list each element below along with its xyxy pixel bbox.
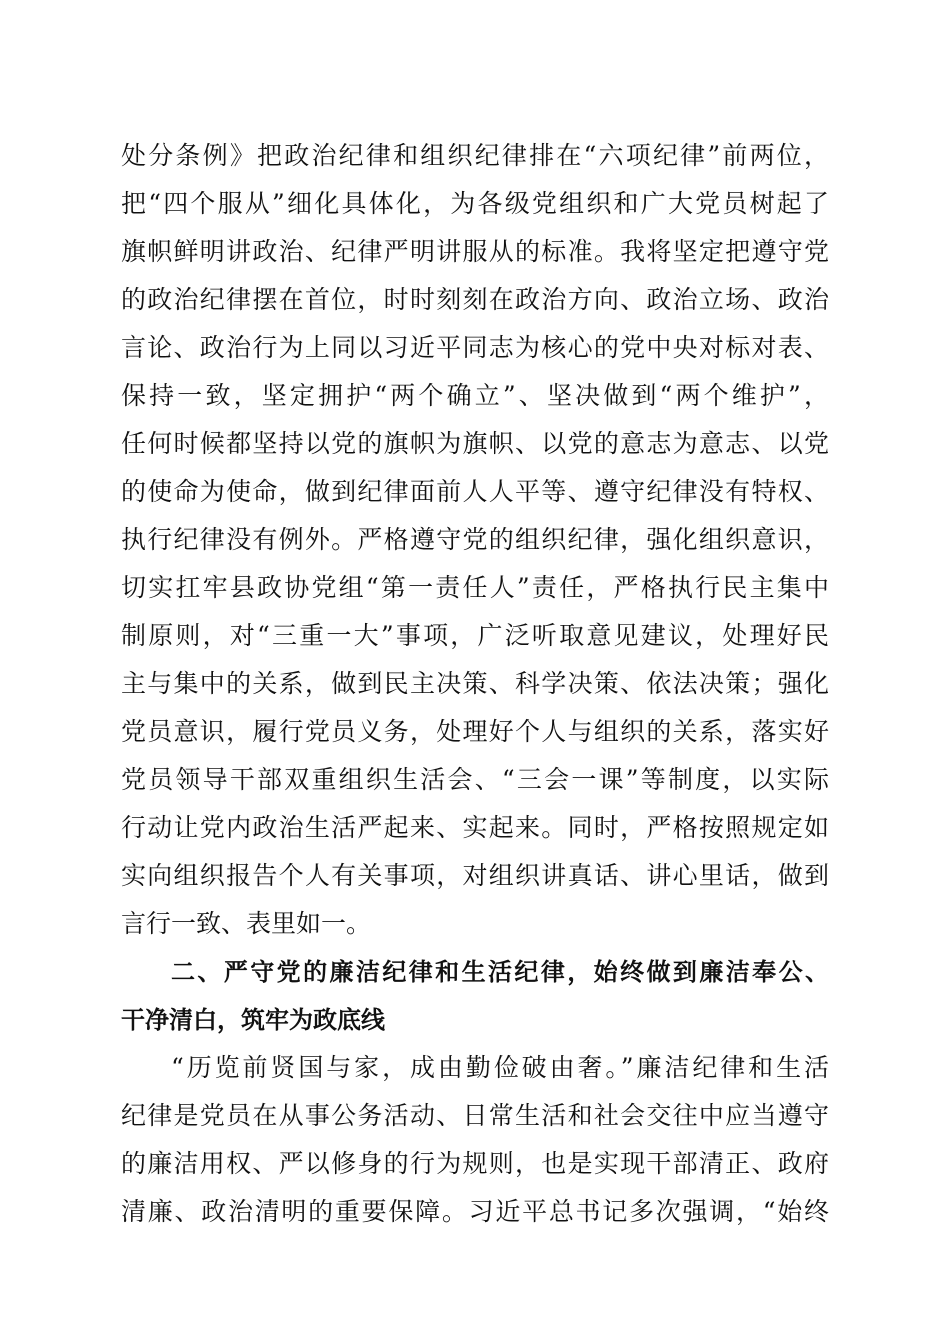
text-line: 把“四个服从”细化具体化，为各级党组织和广大党员树起了 [121, 189, 829, 218]
text-line: 的政治纪律摆在首位，时时刻刻在政治方向、政治立场、政治 [121, 285, 829, 314]
section-heading [121, 948, 829, 1044]
text-line: 切实扛牢县政协党组“第一责任人”责任，严格执行民主集中 [121, 573, 829, 602]
text-line: “历览前贤国与家，成由勤俭破由奢。”廉洁纪律和生活 [171, 1053, 829, 1082]
text-line: 党员领导干部双重组织生活会、“三会一课”等制度，以实际 [121, 765, 829, 794]
text-line: 的使命为使命，做到纪律面前人人平等、遵守纪律没有特权、 [121, 477, 829, 506]
text-line: 党员意识，履行党员义务，处理好个人与组织的关系，落实好 [121, 717, 829, 746]
text-line: 执行纪律没有例外。严格遵守党的组织纪律，强化组织意识， [121, 525, 829, 554]
text-line: 实向组织报告个人有关事项，对组织讲真话、讲心里话，做到 [121, 861, 829, 890]
text-line: 清廉、政治清明的重要保障。习近平总书记多次强调，“始终 [121, 1197, 829, 1226]
heading-line: 二、严守党的廉洁纪律和生活纪律，始终做到廉洁奉公、 [171, 958, 829, 986]
text-line: 任何时候都坚持以党的旗帜为旗帜、以党的意志为意志、以党 [121, 429, 829, 458]
heading-line: 干净清白，筑牢为政底线 [121, 1006, 385, 1034]
paragraph-discipline-body [121, 132, 829, 948]
text-line: 纪律是党员在从事公务活动、日常生活和社会交往中应当遵守 [121, 1101, 829, 1130]
text-line: 处分条例》把政治纪律和组织纪律排在“六项纪律”前两位， [121, 141, 829, 170]
text-line: 的廉洁用权、严以修身的行为规则，也是实现干部清正、政府 [121, 1149, 829, 1178]
paragraph-integrity-body [121, 1044, 829, 1236]
text-line: 行动让党内政治生活严起来、实起来。同时，严格按照规定如 [121, 813, 829, 842]
text-line: 制原则，对“三重一大”事项，广泛听取意见建议，处理好民 [121, 621, 829, 650]
text-line: 言行一致、表里如一。 [121, 909, 372, 938]
text-line: 主与集中的关系，做到民主决策、科学决策、依法决策；强化 [121, 669, 829, 698]
text-line: 旗帜鲜明讲政治、纪律严明讲服从的标准。我将坚定把遵守党 [121, 237, 829, 266]
text-line: 言论、政治行为上同以习近平同志为核心的党中央对标对表、 [121, 333, 829, 362]
text-line: 保持一致，坚定拥护“两个确立”、坚决做到“两个维护”， [121, 381, 829, 410]
